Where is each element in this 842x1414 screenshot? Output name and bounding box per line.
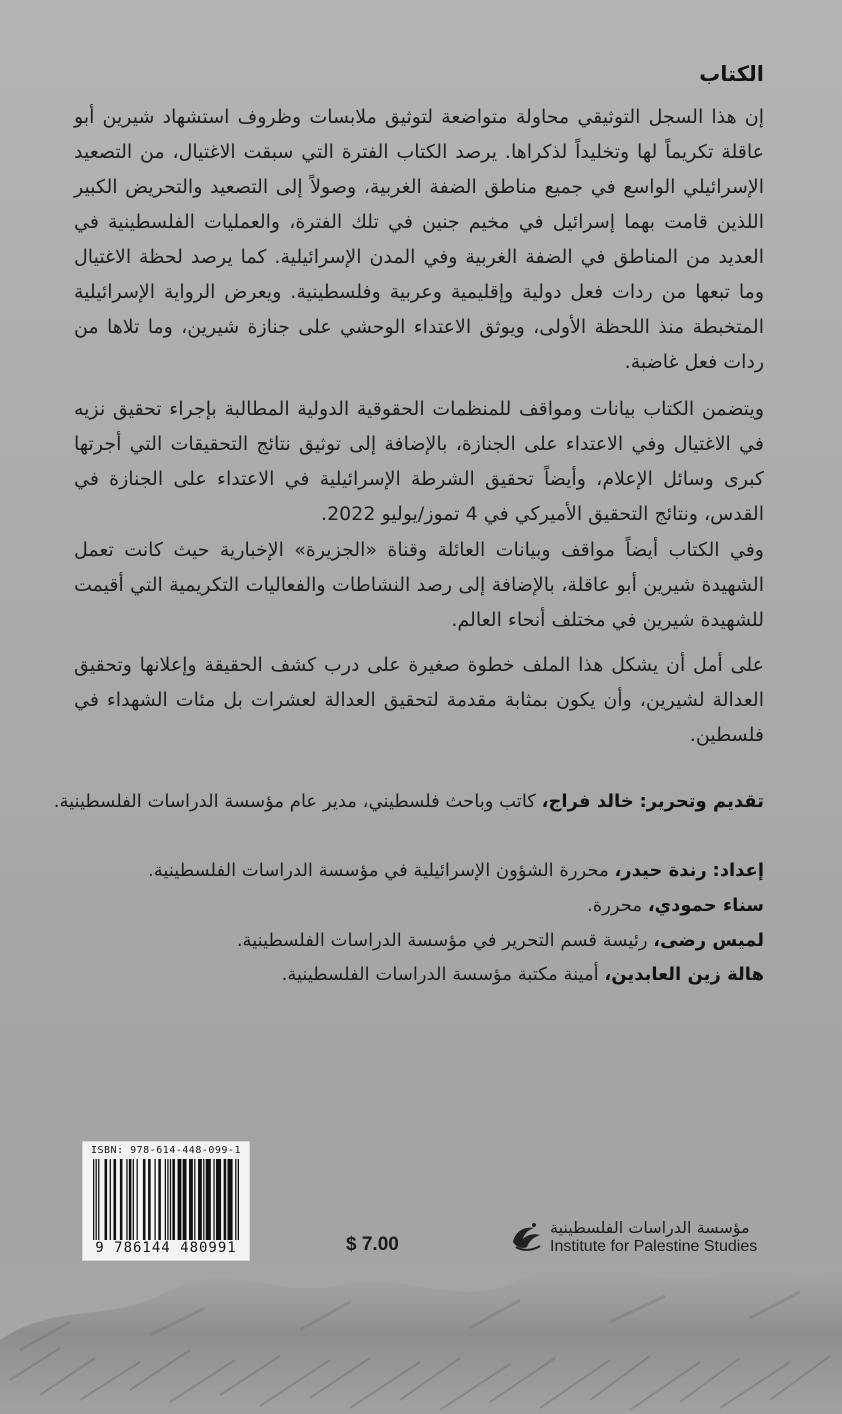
preparer-name: سناء حمودي،: [647, 895, 764, 916]
isbn-barcode: [82, 1141, 250, 1261]
preparer-role: أمينة مكتبة مؤسسة الدراسات الفلسطينية.: [281, 964, 599, 985]
barcode-bar: [148, 1159, 151, 1245]
barcode-bar: [198, 1159, 202, 1245]
editor-name: خالد فراج،: [541, 791, 634, 812]
isbn-label: ISBN: 978-614-448-099-1: [91, 1145, 241, 1156]
barcode-bar: [113, 1159, 116, 1245]
barcode-bar: [224, 1159, 227, 1245]
editor-role: كاتب وباحث فلسطيني، مدير عام مؤسسة الدراسات الفلسطينية.: [53, 791, 536, 812]
preparer-credit-3: [237, 926, 764, 956]
editor-credit: [54, 787, 764, 817]
barcode-bar: [165, 1159, 166, 1245]
paragraph-4: [74, 648, 764, 753]
barcode-bar: [227, 1159, 232, 1245]
price-label: $ 7.00: [346, 1234, 399, 1255]
barcode-bar: [98, 1159, 99, 1245]
preparer-name: هالة زين العابدين،: [604, 964, 764, 985]
barcode-bar: [96, 1159, 97, 1245]
preparer-role: محررة الشؤون الإسرائيلية في مؤسسة الدراسات الفلسطينية.: [148, 860, 609, 881]
barcode-bar: [172, 1159, 175, 1245]
barcode-bar: [238, 1159, 239, 1245]
barcode-bar: [235, 1159, 236, 1245]
publisher-name-ar: مؤسسة الدراسات الفلسطينية: [550, 1218, 750, 1237]
barcode-bar: [189, 1159, 193, 1245]
barcode-bar: [178, 1159, 182, 1245]
preparer-name: لميس رضى،: [653, 930, 764, 951]
barcode-bars: [93, 1159, 239, 1245]
barcode-bar: [154, 1159, 155, 1245]
preparer-role: رئيسة قسم التحرير في مؤسسة الدراسات الفلسطينية.: [236, 930, 648, 951]
barcode-bar: [110, 1159, 111, 1245]
paragraph-3: [74, 533, 764, 638]
barcode-bar: [105, 1159, 108, 1245]
credit-label: إعداد:: [712, 860, 764, 881]
barcode-digits: 9 786144 480991: [83, 1240, 249, 1256]
barcode-bar: [203, 1159, 204, 1245]
preparer-credit-1: [148, 856, 764, 886]
paragraph-text: إن هذا السجل التوثيقي محاولة متواضعة لتوثيق ملابسات وظروف استشهاد شيرين أبو عاقلة تكريماً لها وتخليداً لذكراها. يرصد الكتاب الفترة التي سبقت الاغتيال، من التصعيد الإسرائيلي الواسع في جميع مناطق الضفة الغربية، وصولاً إلى التصعيد والتحريض الكبير اللذين قامت بهما إسرائيل في مخيم جنين في تلك الفترة، والعمليات الفلسطينية في العديد من المناطق في الضفة الغربية وفي المدن الإسرائيلية. كما يرصد لحظة الاغتيال وما تبعها من ردات فعل دولية وإقليمية وعربية وفلسطينية. ويعرض الرواية الإسرائيلية المتخبطة منذ اللحظة الأولى، ويوثق الاعتداء الوحشي على جنازة شيرين، وما تلاها من ردات فعل غاضبة.: [74, 106, 764, 373]
preparer-role: محررة.: [587, 895, 643, 916]
barcode-bar: [167, 1159, 168, 1245]
section-heading: الكتاب: [699, 62, 764, 86]
barcode-bar: [137, 1159, 138, 1245]
preparer-credit-4: [282, 960, 764, 990]
preparer-name: رندة حيدر،: [614, 860, 707, 881]
publisher-name-en: Institute for Palestine Studies: [550, 1238, 758, 1255]
paragraph-text: وفي الكتاب أيضاً مواقف وبيانات العائلة وقناة «الجزيرة» الإخبارية حيث كانت تعمل الشهيدة شيرين أبو عاقلة، بالإضافة إلى رصد النشاطات والفعاليات التكريمية التي أقيمت للشهيدة شيرين في مختلف أنحاء العالم.: [74, 539, 764, 631]
paragraph-text: على أمل أن يشكل هذا الملف خطوة صغيرة على درب كشف الحقيقة وإعلانها وتحقيق العدالة لشيرين، وأن يكون بمثابة مقدمة لتحقيق العدالة لعشرات بل مئات الشهداء في فلسطين.: [74, 654, 764, 746]
barcode-bar: [120, 1159, 123, 1245]
barcode-bar: [126, 1159, 127, 1245]
barcode-bar: [194, 1159, 195, 1245]
credit-label: تقديم وتحرير:: [639, 791, 764, 812]
preparer-credit-2: [587, 891, 764, 921]
barcode-bar: [170, 1159, 171, 1245]
barcode-bar: [183, 1159, 187, 1245]
barcode-bar: [206, 1159, 211, 1245]
paragraph-2: [74, 392, 764, 532]
barcode-bar: [93, 1159, 94, 1245]
paragraph-text: ويتضمن الكتاب بيانات ومواقف للمنظمات الحقوقية الدولية المطالبة بإجراء تحقيق نزيه في الاغتيال وفي الاعتداء على الجنازة، بالإضافة إلى توثيق نتائج التحقيقات التي أجرتها كبرى وسائل الإعلام، وأيضاً تحقيق الشرطة الإسرائيلية في الاعتداء على الجنازة في القدس، ونتائج التحقيق الأميركي في 4 تموز/يوليو 2022.: [74, 398, 764, 525]
ips-logo-icon: [510, 1220, 544, 1254]
barcode-bar: [143, 1159, 146, 1245]
barcode-bar: [216, 1159, 221, 1245]
publisher-logo: [510, 1218, 770, 1258]
paragraph-1: [74, 100, 764, 380]
barcode-bar: [129, 1159, 132, 1245]
barcode-bar: [213, 1159, 214, 1245]
barcode-bar: [133, 1159, 134, 1245]
barcode-bar: [158, 1159, 161, 1245]
